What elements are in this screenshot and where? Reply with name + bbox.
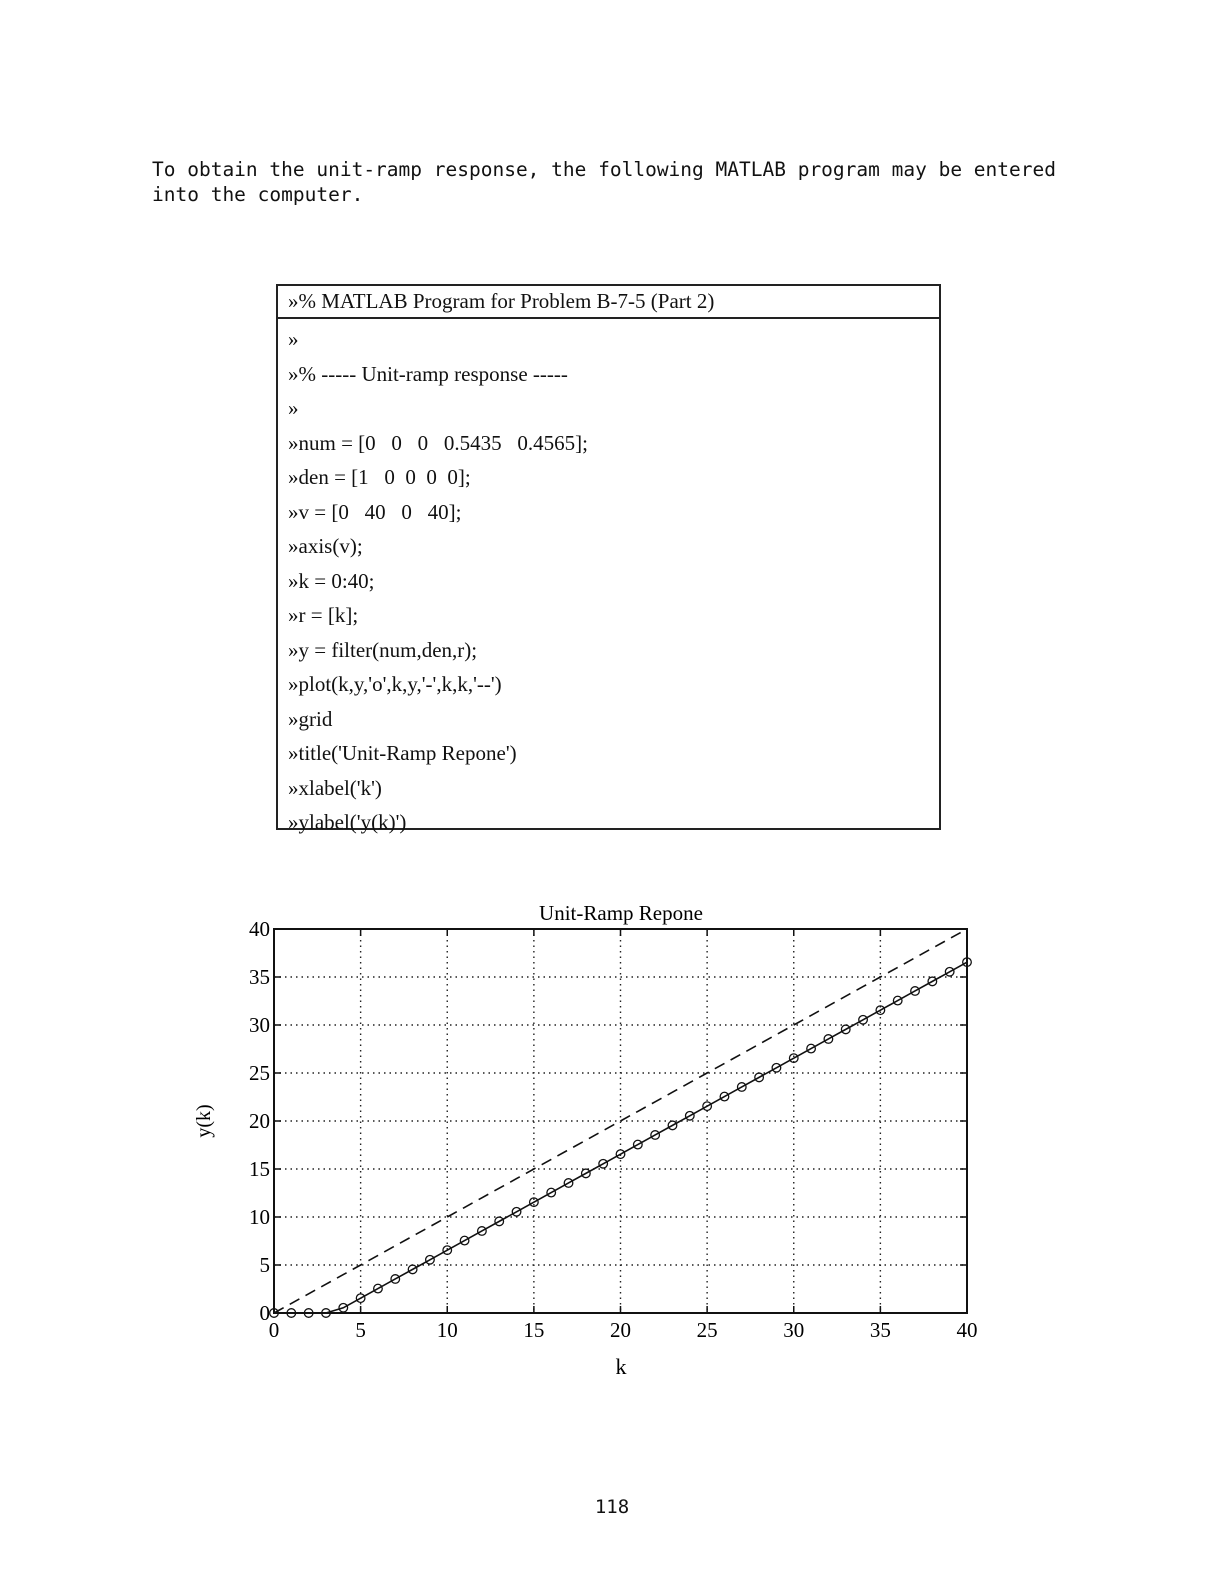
y-tick-label: 40 [249, 917, 270, 941]
code-line: »grid [288, 706, 333, 731]
code-line: »axis(v); [288, 534, 363, 558]
code-line: »den = [1 0 0 0 0]; [288, 465, 471, 489]
code-line: »r = [k]; [288, 603, 359, 627]
code-box-title: »% MATLAB Program for Problem B-7-5 (Part 2) [278, 286, 939, 319]
x-tick-label: 5 [355, 1318, 366, 1342]
x-tick-label: 20 [610, 1318, 631, 1342]
code-line: »y = filter(num,den,r); [288, 637, 478, 662]
x-tick-label: 35 [869, 1318, 891, 1342]
x-tick-label: 0 [268, 1318, 280, 1342]
x-axis-label: k [615, 1354, 627, 1379]
code-lines [278, 319, 939, 840]
intro-paragraph: To obtain the unit-ramp response, the following MATLAB program may be entered into the computer. [152, 158, 1056, 206]
y-tick-label: 10 [249, 1205, 270, 1229]
chart-title: Unit-Ramp Repone [539, 901, 703, 925]
y-tick-label: 5 [259, 1253, 270, 1277]
code-line: » [288, 327, 299, 351]
x-tick-label: 15 [523, 1318, 545, 1342]
x-tick-label: 30 [783, 1318, 805, 1342]
x-tick-label: 40 [956, 1318, 978, 1342]
x-tick-label: 25 [696, 1318, 718, 1342]
unit-ramp-chart [190, 890, 990, 1390]
chart-svg [190, 890, 990, 1390]
y-tick-label: 0 [259, 1301, 270, 1325]
code-line: »xlabel('k') [288, 775, 382, 800]
code-line: »title('Unit-Ramp Repone') [288, 741, 517, 765]
code-line: »v = [0 40 0 40]; [288, 499, 462, 524]
x-ticks [269, 929, 978, 1342]
y-tick-label: 15 [249, 1157, 270, 1181]
y-tick-label: 35 [249, 965, 270, 989]
matlab-code-box [276, 284, 941, 834]
y-tick-label: 20 [249, 1109, 270, 1133]
code-line: »plot(k,y,'o',k,y,'-',k,k,'--') [288, 672, 502, 696]
code-line: »k = 0:40; [288, 568, 375, 593]
y-axis-label: y(k) [193, 1104, 215, 1138]
code-line: »ylabel('y(k)') [288, 810, 407, 834]
code-line: » [288, 396, 299, 420]
code-line: »num = [0 0 0 0.5435 0.4565]; [288, 430, 588, 455]
page-number: 118 [594, 1496, 630, 1518]
y-tick-label: 30 [249, 1013, 270, 1037]
x-tick-label: 10 [436, 1318, 458, 1342]
y-tick-label: 25 [249, 1061, 270, 1085]
code-line: »% ----- Unit-ramp response ----- [288, 361, 568, 386]
